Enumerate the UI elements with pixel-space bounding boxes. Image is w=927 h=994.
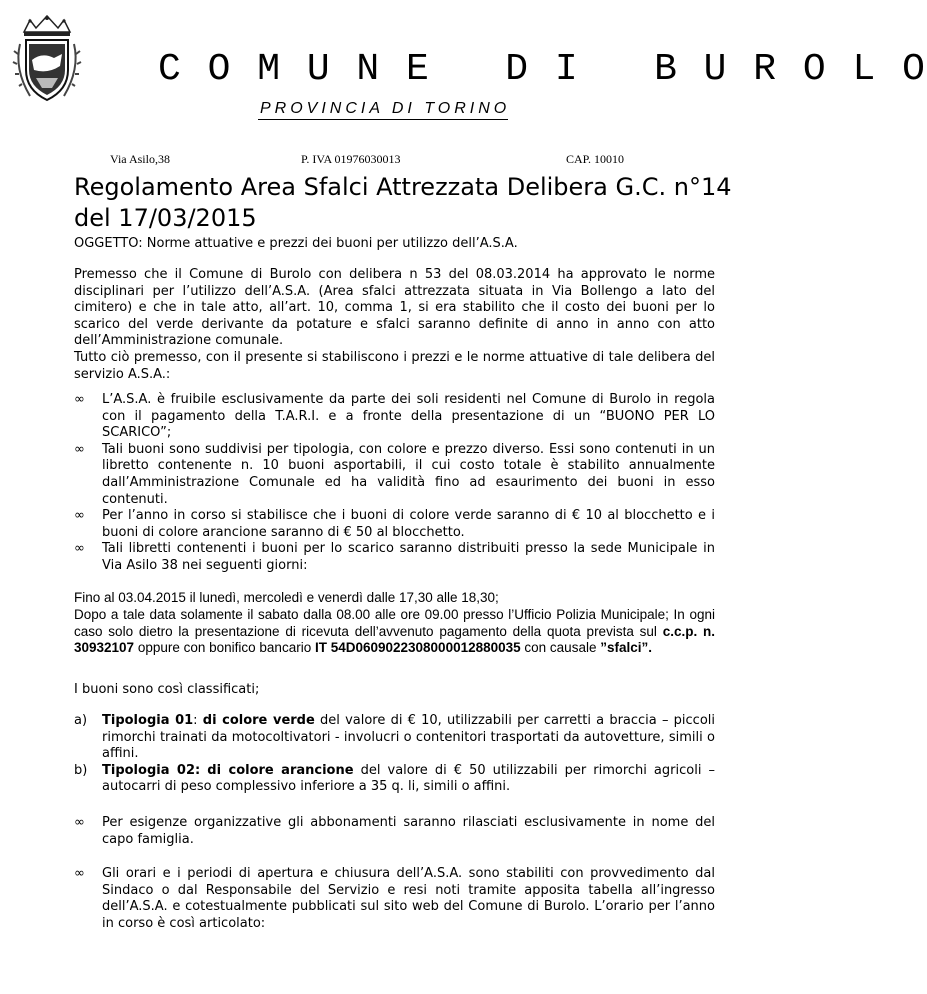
bullet-icon: ∞ bbox=[74, 441, 85, 457]
bullet-icon: ∞ bbox=[74, 508, 85, 524]
types-list bbox=[74, 713, 715, 796]
note-text: Per esigenze organizzative gli abbonamenti saranno rilasciati esclusivamente in nome del capo famiglia. bbox=[102, 815, 715, 847]
type-color: di colore arancione bbox=[207, 762, 354, 778]
rules-list bbox=[74, 392, 715, 575]
premise-conclusion: Tutto ciò premesso, con il presente si stabiliscono i prezzi e le norme attuative di tale delibera del servizio A.S.A.: bbox=[74, 350, 715, 382]
bullet-icon: ∞ bbox=[74, 392, 85, 407]
schedule-paragraph: Dopo a tale data solamente il sabato dalla 08.00 alle ore 09.00 presso l’Ufficio Polizia Municipale; In ogni caso solo dietro la presentazione di ricevuta dell’avvenuto pagamento della quota prevista sul c.c.p. n. 30932107 oppure con bonifico bancario IT 54D0609022308000012880035 con causale ”sfalci”. bbox=[74, 607, 715, 656]
bullet-icon: ∞ bbox=[74, 866, 85, 881]
notes-list-2 bbox=[74, 866, 715, 932]
type-color: di colore verde bbox=[202, 713, 315, 728]
bullet-icon: ∞ bbox=[74, 541, 85, 557]
notes-list-1 bbox=[74, 815, 715, 848]
vat-number: P. IVA 01976030013 bbox=[301, 152, 401, 166]
type-name: Tipologia 02: bbox=[102, 762, 201, 778]
note-text: Gli orari e i periodi di apertura e chiusura dell’A.S.A. sono stabiliti con provvedimento dal Sindaco o dal Responsabile del Servizio e resi noti tramite apposita tabella all’ingresso dell’A.S.A. e cotestualmente pubblicati sul sito web del Comune di Burolo. L’orario per l’anno in corso è così articolato: bbox=[102, 866, 715, 931]
municipal-crest-icon bbox=[12, 14, 82, 104]
address: Via Asilo,38 bbox=[110, 152, 170, 166]
province-underline bbox=[258, 119, 508, 120]
type-name: Tipologia 01 bbox=[102, 713, 194, 728]
town-name: C O M U N E D I B U R O L O bbox=[158, 48, 927, 91]
rule-text: L’A.S.A. è fruibile esclusivamente da parte dei soli residenti nel Comune di Burolo in regola con il pagamento della T.A.R.I. e a fronte della presentazione di un “BUONO PER LO SCARICO”; bbox=[102, 392, 715, 441]
list-item bbox=[74, 866, 715, 932]
list-item bbox=[74, 508, 715, 541]
list-item bbox=[74, 392, 715, 442]
premise-paragraph: Premesso che il Comune di Burolo con delibera n 53 del 08.03.2014 ha approvato le norme disciplinari per l’utilizzo dell’A.S.A. (Area sfalci attrezzata situata in Via Bollengo a lato del cimitero) e che in tale atto, all’art. 10, comma 1, si era stabilito che il costo dei buoni per lo scarico del verde derivante da potature e sfalci saranno definite di anno in anno con atto dell’Amministrazione comunale. bbox=[74, 267, 715, 349]
list-item bbox=[74, 815, 715, 848]
province-name: PROVINCIA DI TORINO bbox=[260, 100, 511, 117]
iban-code: IT 54D0609022308000012880035 bbox=[314, 640, 521, 656]
schedule-first: Fino al 03.04.2015 il lunedì, mercoledì e venerdì dalle 17,30 alle 18,30; bbox=[74, 590, 499, 605]
subject-line: OGGETTO: Norme attuative e prezzi dei buoni per utilizzo dell’A.S.A. bbox=[74, 236, 518, 251]
document-title: Regolamento Area Sfalci Attrezzata Delibera G.C. n°14 del 17/03/2015 bbox=[74, 173, 732, 232]
rule-text: Tali buoni sono suddivisi per tipologia, con colore e prezzo diverso. Essi sono contenuti in un libretto contenente n. 10 buoni asportabili, il cui costo totale è stabilito annualmente dall’Amministrazione Comunale ed ha validità fino ad esaurimento dei buoni in esso contenuti. bbox=[102, 441, 715, 507]
list-item: b) Tipologia 02: di colore arancione del valore di € 50 utilizzabili per rimorchi agricoli – autocarri di peso complessivo inferiore a 35 q. li, simili o affini. bbox=[74, 762, 715, 795]
bullet-icon: ∞ bbox=[74, 815, 85, 830]
types-intro: I buoni sono così classificati; bbox=[74, 682, 260, 697]
list-item bbox=[74, 442, 715, 508]
rule-text: Tali libretti contenenti i buoni per lo scarico saranno distribuiti presso la sede Municipale in Via Asilo 38 nei seguenti giorni: bbox=[102, 541, 715, 573]
ccp-number: c.c.p. n. 30932107 bbox=[74, 623, 715, 656]
postcode: CAP. 10010 bbox=[566, 152, 625, 166]
payment-reason: ”sfalci”. bbox=[600, 640, 652, 656]
rule-text: Per l’anno in corso si stabilisce che i buoni di colore verde saranno di € 10 al blocchetto e i buoni di colore arancione saranno di € 50 al blocchetto. bbox=[102, 508, 715, 540]
list-item bbox=[74, 541, 715, 574]
list-item: a) Tipologia 01: di colore verde del valore di € 10, utilizzabili per carretti a braccia – piccoli rimorchi trainati da motocoltivatori - involucri o contenitori trasportati da autovetture, simili o affini. bbox=[74, 713, 716, 762]
